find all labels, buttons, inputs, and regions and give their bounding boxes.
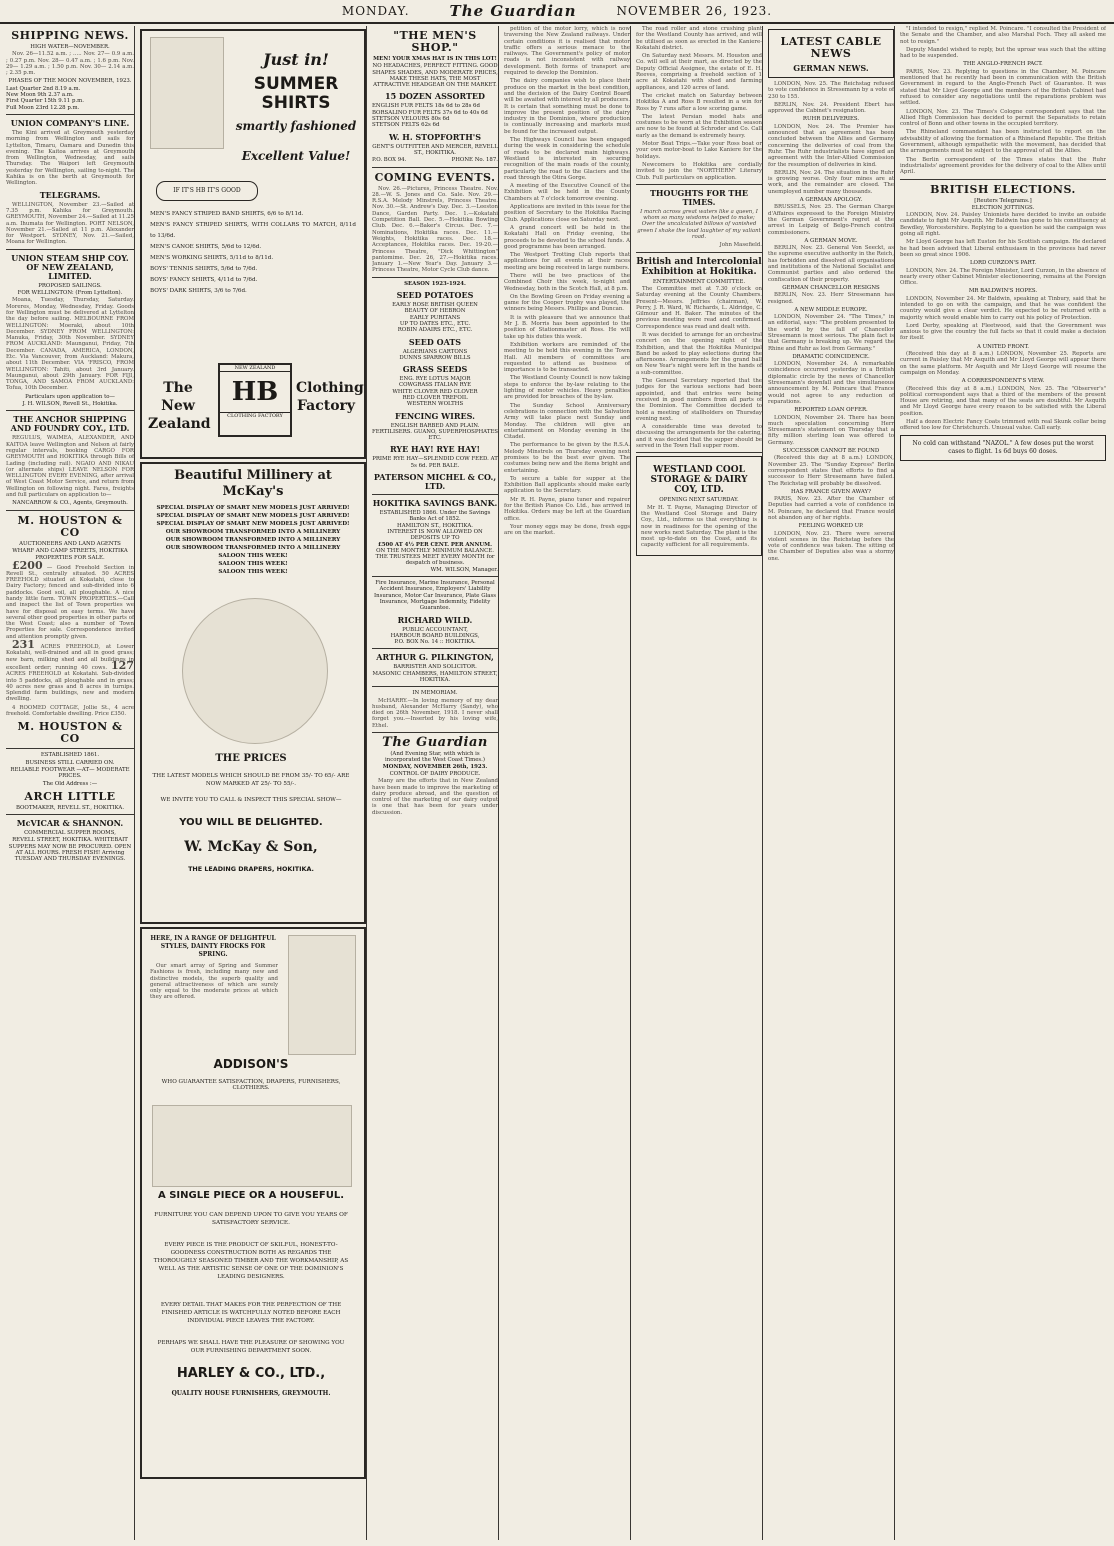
showroom-line: OUR SHOWROOM TRANSFORMED INTO A MILLINERY [165, 545, 341, 551]
phase-row: Full Moon 23rd 12.28 p.m. [6, 104, 80, 111]
price-1: £200 [12, 558, 43, 572]
phone: PHONE No. 187. [451, 157, 498, 164]
shirt-line: MEN'S WORKING SHIRTS, 5/11d to 8/11d. [150, 255, 274, 261]
houston-addr: WHARF AND CAMP STREETS, HOKITIKA [12, 547, 128, 554]
savings-bank: HOKITIKA SAVINGS BANK. [372, 498, 498, 509]
opening-next: OPENING NEXT SATURDAY. [659, 497, 739, 504]
interest-amount: £500 AT 4½ PER CENT. PER ANNUM. [378, 541, 492, 548]
fencing: FENCING WIRES. [395, 410, 475, 421]
invite-text: WE INVITE YOU TO CALL & INSPECT THIS SPECIAL SHOW— [160, 797, 342, 803]
felt-line: BORSALINO FUR FELTS 37s 6d to 40s 6d [372, 109, 488, 116]
rye-hay: RYE HAY! RYE HAY! [390, 444, 480, 455]
furniture-p1: EVERY PIECE IS THE PRODUCT OF SKILFUL, HONEST-TO-GOODNESS CONSTRUCTION BOTH AS REGARDS THE THOROUGHLY SEASONED TIMBER AND THE WORKMANSHIP, AS WELL AS THE ARTISTIC SENSE OF ONE OF THE DOMINION'S LEADING DESIGNERS. [153, 1242, 349, 1280]
summer-shirts: SUMMER SHIRTS [253, 74, 339, 113]
agent: J. H. WILSON, Revell St., Hokitika. [22, 401, 118, 408]
particulars: Particulars upon application to— [25, 393, 115, 400]
high-water: HIGH WATER—NOVEMBER. [30, 44, 110, 50]
showroom-line: OUR SHOWROOM TRANSFORMED INTO A MILLINERY [165, 529, 341, 535]
hb-badge: IF IT'S HB IT'S GOOD [156, 181, 258, 201]
column-3: "THE MEN'S SHOP." MEN! YOUR XMAS HAT IS IN THIS LOT! NO HEADACHES, PERFECT FITTING. GOOD SHAPES SHADES, AND MODERATE PRICES, MAKE THESE HATS, THE MOST ATTRACTIVE HEADGEAR ON THE MARKET. 15 DOZEN ASSORTED ENGLISH FUR FELTS 18s 6d to 28s 6d BORSALINO FUR FELTS 37s 6d to 40s 6d STETSON VELOURS 80s 6d STETSON FELTS 62s 6d W. H. STOPFORTH'S GENT'S OUTFITTER AND MERCER, REVELL ST., HOKITIKA. P.O. BOX 94. PHONE No. 187. COMING EVENTS. Nov. 26.—Pictures, Princess Theatre. Nov. 28.—W. S. Jones and Co. Sale. Nov. 29.—R.S.A. Melody Minstrels, Princess Theatre. Nov. 30.—St. Andrew's Day. Dec. 3.—Leeston Dance, Garden Party. Dec. 1.—Kokatahi Competition Ball. Dec. 5.—Hokitika Bowling Club. Dec. 6.—Baker's Circus. Dec. 7.—Nominations, Hokitika races. Dec. 11.—Weights, Hokitika races. Dec. 18.—Acceptances, Hokitika races. Dec. 19-20.—Princess Theatre, "Dick Whittington" pantomime. Dec. 26, 27.—Hokitika races. January 1.—New Year's Day. January 3.—Princess Theatre, Motor Cycle Club dance. SEASON 1923-1924. SEED POTATOES EARLY ROSE BRITISH QUEEN BEAUTY OF HEBRON EARLY PURITANS UP TO DATES ETC., ETC. ROBIN ADAIRS ETC., ETC. SEED OATS ALGERIANS CARTONS DUNNS SPARROW BILLS GRASS SEEDS ENG. RYE LOTUS MAJOR COWGRASS ITALIAN RYE WHITE CLOVER RED CLOVER RED CLOVER TREFOIL WESTERN WOLTHS FENCING WIRES. ENGLISH BARBED AND PLAIN. FERTILISERS. GUANO, SUPERPHOSPHATES ETC. RYE HAY! RYE HAY! PRIME RYE HAY—SPLENDID COW FEED. AT 5s 6d. PER BALE. PATERSON MICHEL & CO., LTD. HOKITIKA SAVINGS BANK. ESTABLISHED 1866. Under the Savings Banks Act of 1852. HAMILTON ST., HOKITIKA. INTEREST IS NOW ALLOWED ON DEPOSITS UP TO £500 AT 4½ PER CENT. PER ANNUM. ON THE MONTHLY MINIMUM BALANCE. THE TRUSTEES MEET EVERY MONTH for despatch of business. WM. WILSON, Manager. Fire Insurance, Marine Insurance, Personal Accident Insurance, Employers' Liability Insurance, Motor Car Insurance, Plate Glass Insurance, Mortgage Indemnity, Fidelity Guarantee. RICHARD WILD. PUBLIC ACCOUNTANT, HARBOUR BOARD BUILDINGS, P.O. BOX No. 14 :: HOKITIKA. ARTHUR G. PILKINGTON, BARRISTER AND SOLICITOR. MASONIC CHAMBERS, HAMILTON STREET, HOKITIKA. IN MEMORIAM. McHARRY.—In loving memory of my dear husband, Alexander McHarry (Sandy), who died on 26th November, 1918. I never shall forget you.—Inserted by his loving wife, Ethel. The Guardian (And Evening Star, with which is incorporated the West Coast Times.) MONDAY, NOVEMBER 26th, 1923. CONTROL OF DAIRY PRODUCE. Many are the efforts that in New Zealand have been made to improve the marketing of dairy produce abroad, and the question of control of the marketing of our dairy output is one that has been for years under discussion. [372, 26, 499, 1540]
commercial: COMMERCIAL SUPPER ROOMS, [24, 830, 116, 837]
curzon-part: LORD CURZON'S PART. [969, 260, 1037, 267]
stopforth: W. H. STOPFORTH'S [388, 131, 482, 142]
furniture-p3: PERHAPS WE SHALL HAVE THE PLEASURE OF SHOWING YOU OUR FURNISHING DEPARTMENT SOON. [157, 1340, 345, 1354]
mckay-name: W. McKay & Son, [184, 839, 318, 855]
monthly: ON THE MONTHLY MINIMUM BALANCE. [376, 547, 494, 554]
oat-line: ALGERIANS CARTONS [402, 348, 468, 355]
united-front: A UNITED FRONT. [976, 343, 1029, 350]
wild-sub: PUBLIC ACCOUNTANT, [402, 626, 468, 633]
summer-just-in: Just in! [263, 50, 329, 69]
pilk-sub: BARRISTER AND SOLICITOR. [393, 664, 477, 671]
arch-little: ARCH LITTLE [24, 789, 116, 803]
seed-oats: SEED OATS [408, 336, 462, 347]
saloon-line: SALOON THIS WEEK! [218, 553, 288, 559]
potato-line: EARLY ROSE BRITISH QUEEN [392, 302, 478, 309]
masthead-day: MONDAY. [341, 4, 410, 18]
dramatic-coincidence: DRAMATIC COINCIDENCE. [792, 353, 870, 360]
wild-po: P.O. BOX No. 14 :: HOKITIKA. [394, 639, 476, 646]
middle-europe: A NEW MIDDLE EUROPE. [794, 306, 868, 313]
shirt-line: MEN'S FANCY STRIPED SHIRTS, WITH COLLARS TO MATCH, 8/11d to 13/6d. [150, 222, 356, 239]
for-wellington: FOR WELLINGTON: (From Lyttelton). [17, 290, 123, 297]
anglo-french: THE ANGLO-FRENCH PACT. [963, 61, 1043, 68]
dozen-assorted: 15 DOZEN ASSORTED [385, 91, 485, 102]
price-3: 127 [111, 658, 134, 672]
masthead-date: NOVEMBER 26, 1923. [616, 4, 773, 18]
stopforth-sub: GENT'S OUTFITTER AND MERCER, REVELL ST., HOKITIKA. [372, 143, 498, 156]
entertainment-heading: ENTERTAINMENT COMMITTEE. [652, 278, 746, 285]
masthead-name: The Guardian [449, 2, 577, 20]
proposed-sailings: PROPOSED SAILINGS. [38, 282, 102, 289]
latest-cable: LATEST CABLE NEWS [780, 35, 882, 60]
addisons-name: ADDISON'S [213, 1057, 289, 1071]
felt-line: STETSON VELOURS 80s 6d [372, 116, 450, 123]
in-memoriam: IN MEMORIAM. [412, 690, 458, 697]
furniture-illustration [152, 1105, 352, 1187]
harley-sub: QUALITY HOUSE FURNISHERS, GREYMOUTH. [171, 1390, 331, 1397]
telegrams-heading: TELEGRAMS. [39, 189, 101, 200]
interest: INTEREST IS NOW ALLOWED ON DEPOSITS UP TO [387, 528, 483, 542]
german-apology: A GERMAN APOLOGY. [799, 197, 863, 204]
business: BUSINESS STILL CARRIED ON. [25, 759, 115, 766]
election-jottings: ELECTION JOTTINGS. [971, 204, 1035, 211]
union-heading: UNION COMPANY'S LINE. [10, 117, 130, 128]
delighted: YOU WILL BE DELIGHTED. [179, 817, 323, 828]
insurance: Fire Insurance, Marine Insurance, Personal Accident Insurance, Employers' Liability Insurance, Motor Car Insurance, Plate Glass Insurance, Mortgage Indemnity, Fidelity Guarantee. [374, 580, 496, 612]
houston-heading-2: M. HOUSTON & CO [17, 720, 123, 746]
fencing-text: ENGLISH BARBED AND PLAIN. FERTILISERS. GUANO, SUPERPHOSPHATES ETC. [372, 422, 498, 442]
seed-potatoes: SEED POTATOES [396, 290, 474, 301]
addisons-intro: HERE, IN A RANGE OF DELIGHTFUL STYLES, DAINTY FROCKS FOR SPRING. [150, 935, 276, 958]
savings-est: ESTABLISHED 1866. Under the Savings Banks Act of 1852. [379, 510, 491, 523]
season: SEASON 1923-1924. [404, 280, 466, 287]
houston-heading: M. HOUSTON & CO [17, 513, 123, 539]
phase-row: New Moon 9th 2.37 a.m. [6, 92, 74, 99]
grass-line: RED CLOVER TREFOIL [402, 394, 468, 401]
dairy-heading: CONTROL OF DAIRY PRODUCE. [389, 770, 481, 777]
union-steam-heading: UNION STEAM SHIP COY. OF NEW ZEALAND, LIMITED. [11, 252, 129, 281]
established: ESTABLISHED 1861. [40, 752, 100, 759]
german-move: A GERMAN MOVE. [804, 237, 858, 244]
correspondent-view: A CORRESPONDENT'S VIEW. [961, 378, 1045, 385]
prices-text: THE LATEST MODELS WHICH SHOULD BE FROM 35/- TO 65/- ARE NOW MARKED AT 25/- TO 55/-. [152, 773, 350, 787]
dress-lady-illustration [288, 935, 356, 1055]
grass-line: WESTERN WOLTHS [406, 401, 464, 408]
paterson: PATERSON MICHEL & CO., LTD. [373, 472, 497, 492]
houston-sub: AUCTIONEERS AND LAND AGENTS [19, 540, 121, 547]
mens-text: NO HEADACHES, PERFECT FITTING. GOOD SHAPES SHADES, AND MODERATE PRICES, MAKE THESE HATS, THE MOST ATTRACTIVE HEADGEAR ON THE MARKET. [372, 63, 498, 89]
column-2 [140, 26, 367, 1540]
german-news: GERMAN NEWS. [793, 63, 869, 73]
saloon-line: SALOON THIS WEEK! [218, 561, 288, 567]
rye-text: PRIME RYE HAY—SPLENDID COW FEED. AT 5s 6d. PER BALE. [372, 456, 498, 469]
hamilton-st: HAMILTON ST., HOKITIKA. [397, 522, 473, 529]
potato-line: EARLY PURITANS [409, 314, 461, 321]
the-prices: THE PRICES [215, 753, 287, 764]
masthead [0, 0, 1114, 24]
furniture-headline: FURNITURE YOU CAN DEPEND UPON TO GIVE YOU YEARS OF SATISFACTORY SERVICE. [154, 1212, 348, 1226]
po-box: P.O. BOX 94. [372, 157, 407, 164]
shipping-heading: SHIPPING NEWS. [11, 29, 129, 42]
tide-table: Nov. 26—11.52 a.m. ; ..... Nov. 27— 0.9 a.m. ; 0.27 p.m. Nov. 28— 0.47 a.m. ; 1.6 p.m. Nov. 29— 1.29 a.m. ; 1.50 p.m. Nov. 30— 2.14 a.m. ; 2.35 p.m. [6, 51, 134, 77]
bootmaker: BOOTMAKER, REVELL ST., HOKITIKA. [15, 804, 125, 811]
potato-line: UP TO DATES ETC., ETC. [399, 320, 471, 327]
summer-smartly: smartly fashioned [235, 119, 357, 133]
anchor-heading: THE ANCHOR SHIPPING AND FOUNDRY COY., LTD. [10, 414, 130, 434]
mcvicar: McVICAR & SHANNON. [16, 818, 124, 829]
successor: SUCCESSOR CANNOT BE FOUND [782, 448, 880, 455]
reliable: RELIABLE FOOTWEAR —AT— MODERATE PRICES. [10, 766, 130, 780]
properties-for-sale: PROPERTIES FOR SALE. [35, 555, 105, 562]
hb-nz: NEW ZEALAND [220, 365, 290, 372]
felt-line: ENGLISH FUR FELTS 18s 6d to 28s 6d [372, 103, 480, 110]
addisons-ad: HERE, IN A RANGE OF DELIGHTFUL STYLES, DAINTY FROCKS FOR SPRING. Our smart array of Spring and Summer Fashions is fresh, including many new and distinctive models, the superb quality and general attractiveness of which are surely only equal to the moderate prices at which they are offered. ADDISON'S WHO GUARANTEE SATISFACTION, DRAPERS, FURNISHERS, CLOTHIERS. A SINGLE PIECE OR A HOUSEFUL. FURNITURE YOU CAN DEPEND UPON TO GIVE YOU YEARS OF SATISFACTORY SERVICE. EVERY PIECE IS THE PRODUCT OF SKILFUL, HONEST-TO-GOODNESS CONSTRUCTION BOTH AS REGARDS THE THOROUGHLY SEASONED TIMBER AND THE WORKMANSHIP, AS WELL AS THE ARTISTIC SENSE OF ONE OF THE DOMINION'S LEADING DESIGNERS. EVERY DETAIL THAT MAKES FOR THE PERFECTION OF THE FINISHED ARTICLE IS WATCHFULLY NOTED BEFORE EACH INDIVIDUAL PIECE LEAVES THE FACTORY. PERHAPS WE SHALL HAVE THE PLEASURE OF SHOWING YOU OUR FURNISHING DEPARTMENT SOON. HARLEY & CO., LTD., QUALITY HOUSE FURNISHERS, GREYMOUTH. [140, 927, 366, 1479]
potato-line: BEAUTY OF HEBRON [404, 308, 466, 315]
summer-shirts-ad [140, 29, 366, 459]
guardian-title: The Guardian [382, 735, 488, 751]
guardian-date: MONDAY, NOVEMBER 26th, 1923. [382, 763, 488, 770]
westland-cool-ad: WESTLAND COOL STORAGE & DAIRY COY, LTD. OPENING NEXT SATURDAY. Mr H. T. Payne, Managing Director of the Westland Cool Storage and Dairy Coy., Ltd., informs us that everything is now in readiness for the opening of the new works next Saturday. The plant is the most up-to-date on the Coast, and its capacity sufficient for all requirements. [636, 456, 762, 555]
furniture-p2: EVERY DETAIL THAT MAKES FOR THE PERFECTION OF THE FINISHED ARTICLE IS WATCHFULLY NOTED BEFORE EACH INDIVIDUAL PIECE LEAVES THE FACTORY. [160, 1302, 342, 1324]
millinery-line: SPECIAL DISPLAY OF SMART NEW MODELS JUST ARRIVED! [156, 513, 350, 519]
savings-manager: WM. WILSON, Manager. [430, 566, 498, 573]
shirt-line: BOYS' FANCY SHIRTS, 4/11d to 7/6d. [150, 277, 258, 283]
phase-row: Last Quarter 2nd 8.19 a.m. [6, 85, 81, 92]
column-6: LATEST CABLE NEWS GERMAN NEWS. LONDON, Nov. 25. The Reichstag refused to vote confidence in Stresemann by a vote of 230 to 155. BERLIN, Nov. 24. President Ebert has approved the Cabinet's resignation. RUHR DELIVERIES. LONDON, Nov. 24. The Premier has announced that an agreement has been concluded between the Allies and Germany concerning the deliveries of coal from the Ruhr. The Ruhr industrialists have signed an agreement with the Inter-Allied Commission for the resumption of deliveries in kind. BERLIN, Nov. 24. The situation in the Ruhr is growing worse. Only four mines are at work, and the remainder are closed. The unemployed number many thousands. A GERMAN APOLOGY. BRUSSELS, Nov. 25. The German Charge d'Affaires expressed to the Foreign Ministry the German Government's regret at the arrest in Leipzig of Belgo-French control commissioners. A GERMAN MOVE. BERLIN, Nov. 23. General Von Seeckt, as the supreme executive authority in the Reich, has forbidden and dissolved all organisations and institutions of the National Socialist and Communist parties and also ordered the confiscation of their property. GERMAN CHANCELLOR RESIGNS BERLIN, Nov. 23. Herr Stresemann has resigned. A NEW MIDDLE EUROPE. LONDON, November 24. "The Times," in an editorial, says: "The problem presented to the world by the fall of Chancellor Stresemann is most serious. The plain fact is that Germany is breaking up. We regard the Rhine and Ruhr as lost from Germany." DRAMATIC COINCIDENCE. LONDON, November 24. A remarkable coincidence occurred yesterday in a British diplomatic circle by the news of Chancellor Stresemann's downfall and the simultaneous announcement by M. Poincare that France would not agree to any reduction of reparations. REPORTED LOAN OFFER. LONDON, November 24. There has been much speculation concerning Herr Stresemann's statement on Thursday that a fifty million sterling loan was offered to Germany. SUCCESSOR CANNOT BE FOUND (Received this day at 8 a.m.) LONDON, November 25. The "Sunday Express" Berlin correspondent states that efforts to find a successor to Herr Stresemann have failed. The Reichstag will probably be dissolved. HAS FRANCE GIVEN AWAY? PARIS, Nov. 23. After the Chamber of Deputies had carried a vote of confidence in M. Poincare, he declared that France would not abandon any of her rights. FEELING WORKED UP. LONDON, Nov. 23. There were several violent scenes in the Reichstag before the vote of confidence was taken. The sitting of the Chamber of Deputies also was a stormy one. [768, 26, 895, 1540]
phases-heading: PHASES OF THE MOON NOVEMBER, 1923. [8, 78, 132, 85]
grass-line: WHITE CLOVER RED CLOVER [392, 388, 478, 395]
pilk-addr: MASONIC CHAMBERS, HAMILTON STREET, HOKITIKA. [372, 670, 498, 683]
oat-line: DUNNS SPARROW BILLS [399, 354, 471, 361]
feeling-worked-up: FEELING WORKED UP. [798, 523, 864, 530]
france-away: HAS FRANCE GIVEN AWAY? [791, 488, 871, 495]
shirt-line: BOYS' TENNIS SHIRTS, 5/6d to 7/6d. [150, 266, 258, 272]
potato-line: ROBIN ADAIRS ETC., ETC. [397, 327, 473, 334]
reported-loan: REPORTED LOAN OFFER. [794, 407, 868, 414]
nazol-ad: No cold can withstand "NAZOL." A few doses put the worst cases to flight. 1s 6d buys 60 doses. [900, 435, 1106, 461]
felt-line: STETSON FELTS 62s 6d [372, 122, 440, 129]
clothing-factory: Clothing Factory [296, 380, 364, 414]
mens-shop: "THE MEN'S SHOP." [393, 29, 477, 54]
millinery-line: SPECIAL DISPLAY OF SMART NEW MODELS JUST ARRIVED! [156, 505, 350, 511]
coming-events: COMING EVENTS. [374, 170, 496, 184]
election-telegrams: [Reuters Telegrams.] [974, 197, 1032, 204]
pilkington: ARTHUR G. PILKINGTON, [376, 652, 494, 663]
cable-news-box [768, 29, 894, 78]
hb-letters: HB [231, 377, 279, 408]
shirt-line: MEN'S CANOE SHIRTS, 5/6d to 12/6d. [150, 244, 262, 250]
column-7: "I intended to resign," replied M. Poincare. "I consulted the President of the Senate and the Chamber, and also Marshal Foch. They all asked me not to resign." Deputy Mandel wished to reply, but the uproar was such that the sitting had to be suspended. THE ANGLO-FRENCH PACT. PARIS, Nov. 23. Replying to questions in the Chamber, M. Poincare mentioned that he recently had been in communication with the British Government in regard to the Anglo-French Pact of Guarantee. It was stated that Mr Lloyd George and the members of the British Cabinet had refused to consider any negotiations until the reparations problem was settled. LONDON, Nov. 23. The Times's Cologne correspondent says that the Allied High Commission has decided to permit the Separatists to retain control of Bonn and other towns in the occupied territory. The Rhineland commandant has been instructed to report on the advisability of allowing the formation of a Rhineland Republic. The British Government, although sympathetic with the movement, has decided that the arrangements must be subject to the approval of all the Allies. The Berlin correspondent of the Times states that the Ruhr industrialists' agreement provides for the delivery of coal to the Allies until April. BRITISH ELECTIONS. [Reuters Telegrams.] ELECTION JOTTINGS. LONDON, Nov. 24. Paisley Unionists have decided to invite an outside candidate to fight Mr Asquith. Mr Baldwin has gone to his constituency at Bewdley, Worcestershire. Replying to a question he said the campaign was going all right. Mr Lloyd George has left Euston for his Scottish campaign. He declared he had been advised that Liberal enthusiasm in the provinces had never been so great since 1906. LORD CURZON'S PART. LONDON, Nov. 24. The Foreign Minister, Lord Curzon, in the absence of nearly every other Cabinet Minister electioneering, remains at the Foreign Office. MR BALDWIN'S HOPES. LONDON, November 24. Mr Baldwin, speaking at Tinbury, said that he intended to go on with the campaign, and that he was confident the country would give a clear verdict. He expected to be returned with a majority which would enable him to carry out his policy of Protection. Lord Derby, speaking at Fleetwood, said that the Government was anxious to give the country the full facts so that it could make a decision for itself. A UNITED FRONT. (Received this day at 8 a.m.) LONDON, November 25. Reports are current in Paisley that Mr Asquith and Mr Lloyd George will appear there on the same platform. Mr Asquith and Mr Lloyd George will resume the campaign on Monday. A CORRESPONDENT'S VIEW. (Received this day at 8 a.m.) LONDON, Nov. 25. The "Observer's" political correspondent says that a third of the members of the present House are retiring, and that many of the seats are doubtful. Mr Asquith and Mr Lloyd George have every reason to be satisfied with the Liberal position. Half a dozen Electric Fancy Coats trimmed with real Skunk collar being offered too low for Christchurch. Unusual value. Call early. No cold can withstand "NAZOL." A few doses put the worst cases to flight. 1s 6d buys 60 doses. [900, 26, 1106, 1540]
phase-row: First Quarter 15th 9.11 p.m. [6, 98, 84, 105]
hb-logo [218, 363, 292, 437]
richard-wild: RICHARD WILD. [397, 614, 473, 625]
single-piece: A SINGLE PIECE OR A HOUSEFUL. [158, 1190, 344, 1201]
harley-name: HARLEY & CO., LTD., [176, 1366, 326, 1381]
ruhr-deliveries: RUHR DELIVERIES. [802, 116, 860, 123]
column-5: The road roller and stone crushing plant for the Westland County has arrived, and will be utilised as soon as erected in the Kaniere-Kokatahi district. On Saturday next Messrs. M. Houston and Co. will sell at their mart, as directed by the Deputy Official Assignee, the estate of E. H. Reeves, comprising a freehold section of 1 acre at Kokatahi with shed and farming appliances, and 120 acres of land. The cricket match on Saturday between Hokitika A and Ross B resulted in a win for Ross by 7 runs after a low scoring game. The latest Persian model hats and costumes to be worn at the Exhibition season are now to be found at Schroder and Co. Call early as the demand is extremely heavy. Motor Boat Trips.—Take your Ross boat or your own motor-boat to Lake Kaniere for the holidays. Newcomers to Hokitika are cordially invited to join the "NORTHERN" Literary Club. Full particulars on application. THOUGHTS FOR THE TIMES. I march across great waters like a queen, I whom so many wisdoms helped to make; Over the uncalculated billows of vanished green I shake the loud laughter of my valiant road. John Masefield. British and Intercolonial Exhibition at Hokitika. ENTERTAINMENT COMMITTEE. The Committee met at 7.30 o'clock on Saturday evening at the County Chambers. Present—Messrs. Jeffries (chairman), W. Perry, J. R. Ward, W. Richards, L. Aldridge, C. Gilmour and H. Baker. The minutes of the previous meeting were read and confirmed. Correspondence was read and dealt with. It was decided to arrange for an orchestral concert on the opening night of the Exhibition, and that the Hokitika Municipal Band be asked to play selections during the afternoons. Arrangements for the grand ball on New Year's night were left in the hands of a sub-committee. The General Secretary reported that the judges for the various sections had been appointed, and that entries were being received in good numbers from all parts of the Dominion. The Committee decided to hold a meeting of stallholders on Thursday evening next. A considerable time was devoted to discussing the arrangements for the catering, and it was decided that the supper should be served in the Town Hall supper room. WESTLAND COOL STORAGE & DAIRY COY, LTD. OPENING NEXT SATURDAY. Mr H. T. Payne, Managing Director of the Westland Cool Storage and Dairy Coy., Ltd., informs us that everything is now in readiness for the opening of the new works next Saturday. The plant is the most up-to-date on the Coast, and its capacity sufficient for all requirements. [636, 26, 763, 1540]
column-1: SHIPPING NEWS. HIGH WATER—NOVEMBER. Nov. 26—11.52 a.m. ; ..... Nov. 27— 0.9 a.m. ; 0.27 p.m. Nov. 28— 0.47 a.m. ; 1.6 p.m. Nov. 29— 1.29 a.m. ; 1.50 p.m. Nov. 30— 2.14 a.m. ; 2.35 p.m. PHASES OF THE MOON NOVEMBER, 1923. Last Quarter 2nd 8.19 a.m. New Moon 9th 2.37 a.m. First Quarter 15th 9.11 p.m. Full Moon 23rd 12.28 p.m. UNION COMPANY'S LINE. The Kini arrived at Greymouth yesterday morning from Wellington and sails for Lyttelton, Timaru, Oamaru and Dunedin this evening. The Kaitoa arrives at Greymouth from Wellington, Wednesday, and sails Thursday. The Waipori left Greymouth yesterday for Wellington, sailing to-night. The Kahika is on the berth at Greymouth for Wellington. TELEGRAMS. WELLINGTON, November 23.—Sailed at 7.35 p.m. Kahika for Greymouth. GREYMOUTH, November 24.—Sailed at 11.25 a.m. Ihumata for Wellington. PORT NELSON, November 21.—Sailed at 11 p.m. Alexander for Westport. SYDNEY, Nov. 21.—Sailed, Moana for Wellington. UNION STEAM SHIP COY. OF NEW ZEALAND, LIMITED. PROPOSED SAILINGS. FOR WELLINGTON: (From Lyttelton). Moana, Tuesday, Thursday, Saturday. Moreres, Monday, Wednesday, Friday. Goods for Wellington must be delivered at Lyttelton the day before sailing. MELBOURNE FROM WELLINGTON: Moeraki, about 10th December. SYDNEY FROM WELLINGTON: Manuka, Friday, 30th November. SYDNEY FROM AUCKLAND: Maunganui, Friday, 7th December. CANADA, AMERICA, LONDON, Etc. Via Vancouver, from Auckland: Makura, about 11th December. VIA 'FRISCO, FROM WELLINGTON: Tahiti, about 3rd January. Maunganui, about 29th January. FOR FIJI, TONGA, AND SAMOA FROM AUCKLAND: Tofua, 10th December. Particulars upon application to— J. H. WILSON, Revell St., Hokitika. THE ANCHOR SHIPPING AND FOUNDRY COY., LTD. REGULUS, WAIMEA, ALEXANDER, AND KAITOA leave Wellington and Nelson at fairly regular intervals, booking CARGO FOR GREYMOUTH and HOKITIKA through Bills of Lading (including rail). NGAIO AND NIKAU (or alternate ships) LEAVE NELSON FOR WELLINGTON EVERY EVENING, after arrival of West Coast Motor Service, and return from Wellington on following night. Fares, freights and full particulars on application to— NANCARROW & CO., Agents, Greymouth. M. HOUSTON & CO AUCTIONEERS AND LAND AGENTS WHARF AND CAMP STREETS, HOKITIKA PROPERTIES FOR SALE. £200 — Good Freehold Section in Revell St., centrally situated. 50 ACRES FREEHOLD situated at Kokatahi, close to Dairy Factory; fenced and sub-divided into 6 paddocks. Good soil, all ploughable. A nice handy little farm. TOWN PROPERTIES.—Call and inspect the list of Town properties we have for disposal on easy terms. We have several other good properties in other parts of the West Coast; also a number of Town Properties for sale. Correspondence invited and attention promptly given. 231 ACRES FREEHOLD, at Lower Kokatahi, well-drained and all in good grass; new barn, milking shed and all buildings in excellent order; running 40 cows. 127 ACRES FREEHOLD at Kokatahi. Sub-divided into 5 paddocks, all ploughable and in grass; 40 acres new grass and 8 acres in turnips. Splendid farm buildings, new and modern dwelling. 4 ROOMED COTTAGE, Jollie St., 4 acre freehold. Comfortable dwelling. Price £350. M. HOUSTON & CO ESTABLISHED 1861. BUSINESS STILL CARRIED ON. RELIABLE FOOTWEAR —AT— MODERATE PRICES. The Old Address :— ARCH LITTLE BOOTMAKER, REVELL ST., HOKITIKA. McVICAR & SHANNON. COMMERCIAL SUPPER ROOMS, REVELL STREET, HOKITIKA. WHITEBAIT SUPPERS MAY NOW BE PROCURED. OPEN AT ALL HOURS. FRESH FISH! Arriving TUESDAY AND THURSDAY EVENINGS. [6, 26, 135, 1540]
hb-factory: CLOTHING FACTORY [220, 412, 290, 419]
millinery-heading: Beautiful Millinery at McKay's [174, 468, 332, 499]
new-zealand: The New Zealand [148, 380, 211, 432]
chancellor-resigns: GERMAN CHANCELLOR RESIGNS [782, 284, 880, 291]
baldwin-hopes: MR BALDWIN'S HOPES. [968, 288, 1038, 295]
millinery-line: SPECIAL DISPLAY OF SMART NEW MODELS JUST ARRIVED! [156, 521, 350, 527]
accordion-player-illustration [150, 37, 224, 149]
grass-seeds: GRASS SEEDS [402, 364, 468, 375]
grass-line: ENG. RYE LOTUS MAJOR [399, 376, 471, 383]
hat-lady-illustration [182, 598, 328, 744]
mcvicar-text: REVELL STREET, HOKITIKA. WHITEBAIT SUPPERS MAY NOW BE PROCURED. OPEN AT ALL HOURS. FRESH FISH! Arriving TUESDAY AND THURSDAY EVENINGS. [8, 837, 132, 863]
saloon-line: SALOON THIS WEEK! [218, 569, 288, 575]
old-address: The Old Address :— [42, 780, 98, 787]
mckay-sub: THE LEADING DRAPERS, HOKITIKA. [188, 865, 314, 873]
westland-cool: WESTLAND COOL STORAGE & DAIRY COY, LTD. [650, 465, 748, 496]
millinery-ad [140, 462, 366, 924]
addisons-sub: WHO GUARANTEE SATISFACTION, DRAPERS, FURNISHERS, CLOTHIERS. [161, 1079, 341, 1092]
mens-line: MEN! YOUR XMAS HAT IS IN THIS LOT! [373, 56, 497, 62]
price-2: 231 [12, 638, 35, 652]
trustees: THE TRUSTEES MEET EVERY MONTH for despatch of business. [375, 554, 495, 567]
shirt-line: BOYS' DARK SHIRTS, 3/6 to 7/6d. [150, 288, 247, 294]
summer-excellent: Excellent Value! [241, 149, 351, 163]
column-4: petition of the motor lorry, which is now traversing the New Zealand railways. Under certain conditions it is realised that motor traffic offers a serious menace to the railways. The Government's policy of motor roads is not inconsistent with railway development. Both forms of transport are required to develop the Dominion. The dairy companies wish to place their produce on the market in the best condition, and the decision of the Dairy Control Board will be awaited with interest by all producers. It is certain that something must be done to improve the present position of the dairy industry in the Dominion, where production is continually increasing and markets must be found for the increased output. The Highways Council has been engaged during the week in considering the schedule of roads to be declared main highways. Westland is interested in securing recognition of the main roads of the county, particularly the road to the Glaciers and the road through the Otira Gorge. A meeting of the Executive Council of the Exhibition will be held in the County Chambers at 7 o'clock tomorrow evening. Applications are invited in this issue for the position of Secretary to the Hokitika Racing Club. Applications close on Saturday next. A grand concert will be held in the Kokatahi Hall on Friday evening, the proceeds to be devoted to the school funds. A good programme has been arranged. The Westport Trotting Club reports that applications for all events at their races meeting are being received in large numbers. There will be two practices of the Combined Choir this week, to-night and Wednesday, both in the Scotch Hall, at 8 p.m. On the Bowling Green on Friday evening a game for the Cooper trophy was played, the winners being Messrs. Phillips and Duncan. It is with pleasure that we announce that Mr J. B. Morris has been appointed to the position of Stationmaster at Ross. He will take up his duties this week. Exhibition workers are reminded of the meeting to be held this evening in the Town Hall. All members of committees are requested to attend as business of importance is to be transacted. The Westland County Council is now taking steps to enforce the by-law relating to the lighting of motor vehicles. Heavy penalties are provided for breaches of the by-law. The Sunday School Anniversary celebrations in connection with the Salvation Army will take place next Sunday and Monday. The children will give an entertainment on Monday evening in the Citadel. The performance to be given by the R.S.A. Melody Minstrels on Thursday evening next promises to be the best ever given. The costumes being new and the items bright and entertaining. To secure a table for supper at the Exhibition Ball applicants should make early application to the Secretary. Mr R. H. Payne, piano tuner and repairer for the British Pianos Co. Ltd., has arrived in Hokitika. Orders may be left at the Guardian office. Your money eggs may be done, fresh eggs are on the market. [504, 26, 631, 1540]
shirt-line: MEN'S FANCY STRIPED BAND SHIRTS, 6/6 to 8/11d. [150, 211, 304, 217]
british-elections: BRITISH ELECTIONS. [930, 182, 1076, 196]
thoughts-heading: THOUGHTS FOR THE TIMES. [649, 187, 749, 207]
exhibition-heading: British and Intercolonial Exhibition at Hokitika. [636, 256, 762, 277]
showroom-line: OUR SHOWROOM TRANSFORMED INTO A MILLINERY [165, 537, 341, 543]
wild-addr: HARBOUR BOARD BUILDINGS, [390, 632, 480, 639]
anchor-agents: NANCARROW & CO., Agents, Greymouth. [12, 500, 128, 507]
grass-line: COWGRASS ITALIAN RYE [398, 382, 472, 389]
guardian-sub: (And Evening Star, with which is incorporated the West Coast Times.) [385, 751, 485, 764]
